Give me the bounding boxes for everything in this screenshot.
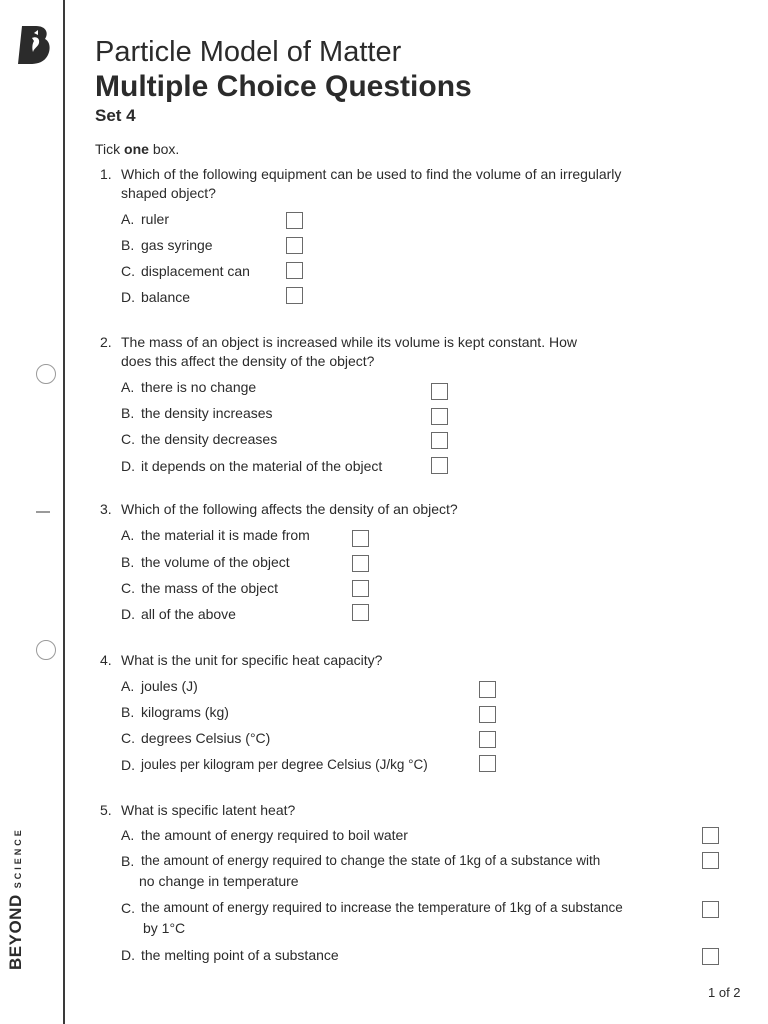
- page-title: Multiple Choice Questions: [95, 70, 472, 103]
- checkbox-1b[interactable]: [286, 237, 303, 254]
- question-text: What is the unit for specific heat capacity?: [121, 652, 383, 668]
- checkbox-3b[interactable]: [352, 555, 369, 572]
- checkbox-4d[interactable]: [479, 755, 496, 772]
- checkbox-2c[interactable]: [431, 432, 448, 449]
- question-text: Which of the following equipment can be used to find the volume of an irregularly shaped object?: [121, 166, 622, 201]
- margin-line: [63, 0, 65, 1024]
- punch-hole-mark: [36, 640, 56, 660]
- brand-main: BEYOND: [6, 894, 25, 970]
- checkbox-2b[interactable]: [431, 408, 448, 425]
- question-number: 1.: [100, 166, 112, 182]
- instruction: Tick one box.: [95, 141, 180, 157]
- question-number: 2.: [100, 334, 112, 350]
- checkbox-5b[interactable]: [702, 852, 719, 869]
- checkbox-5d[interactable]: [702, 948, 719, 965]
- checkbox-3d[interactable]: [352, 604, 369, 621]
- question-text: Which of the following affects the density of an object?: [121, 501, 458, 517]
- checkbox-1d[interactable]: [286, 287, 303, 304]
- question-number: 5.: [100, 802, 112, 818]
- brand-wordmark: [6, 827, 26, 970]
- checkbox-4b[interactable]: [479, 706, 496, 723]
- checkbox-3c[interactable]: [352, 580, 369, 597]
- page-title-topic: Particle Model of Matter: [95, 36, 402, 68]
- checkbox-5a[interactable]: [702, 827, 719, 844]
- checkbox-2a[interactable]: [431, 383, 448, 400]
- checkbox-4a[interactable]: [479, 681, 496, 698]
- page-number: 1 of 2: [708, 985, 741, 1000]
- set-label: Set 4: [95, 106, 136, 125]
- beyond-logo-icon: [16, 24, 52, 66]
- punch-hole-mark: [36, 364, 56, 384]
- question-text: What is specific latent heat?: [121, 802, 296, 818]
- checkbox-2d[interactable]: [431, 457, 448, 474]
- question-text: The mass of an object is increased while its volume is kept constant. How does this affect the density of the object?: [121, 334, 577, 369]
- checkbox-5c[interactable]: [702, 901, 719, 918]
- question-number: 4.: [100, 652, 112, 668]
- checkbox-4c[interactable]: [479, 731, 496, 748]
- fold-mark: [36, 511, 50, 513]
- question-number: 3.: [100, 501, 112, 517]
- checkbox-1c[interactable]: [286, 262, 303, 279]
- checkbox-3a[interactable]: [352, 530, 369, 547]
- brand-sub: SCIENCE: [13, 827, 23, 889]
- checkbox-1a[interactable]: [286, 212, 303, 229]
